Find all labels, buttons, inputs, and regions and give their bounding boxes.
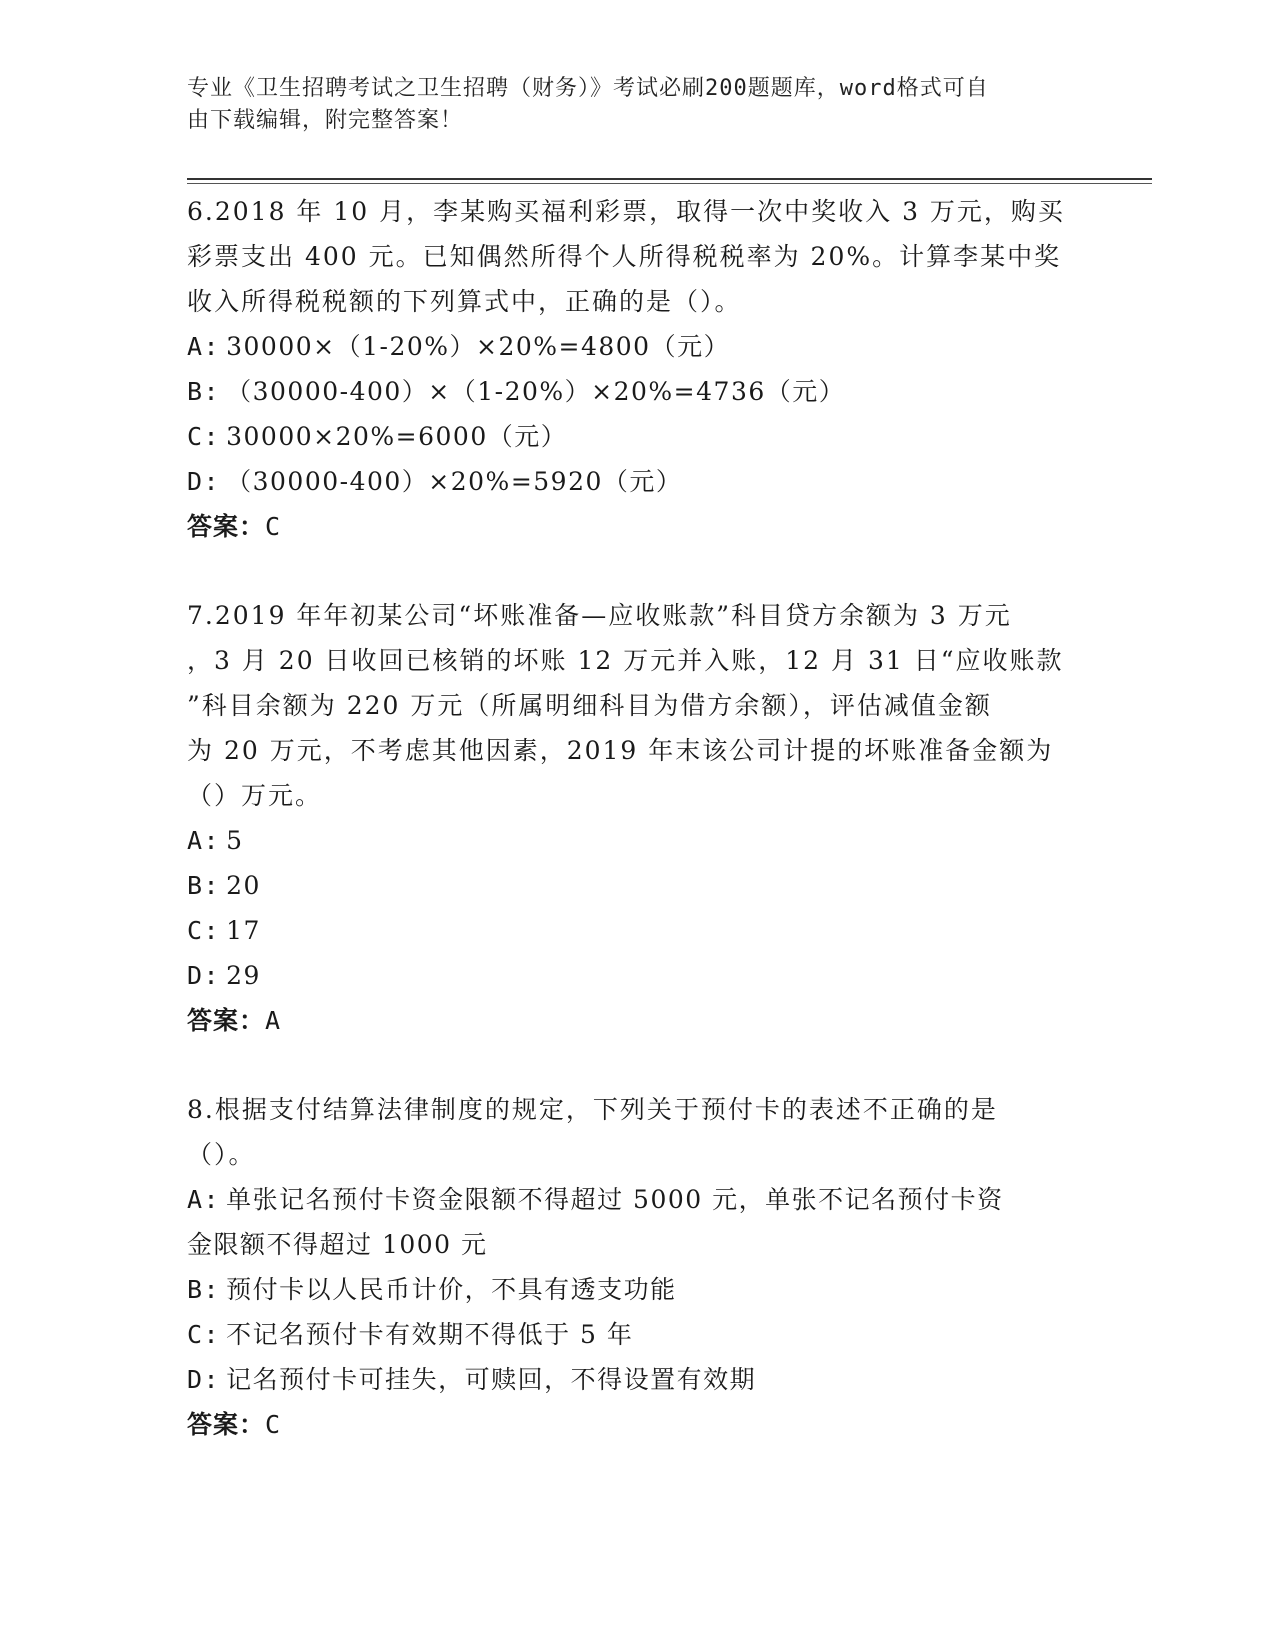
question-6-option-a: [187, 324, 1087, 369]
option-letter: A:: [187, 826, 221, 855]
question-7-option-d: [187, 953, 1087, 998]
option-text: （30000-400）×20%=5920（元）: [226, 467, 683, 496]
question-8-option-b: [187, 1267, 1087, 1312]
question-7-option-a: [187, 818, 1087, 863]
spacer: [187, 1043, 1087, 1087]
option-text: 5: [226, 826, 244, 855]
answer-value: C: [265, 1410, 282, 1439]
option-text: 20: [226, 871, 261, 900]
option-letter: C:: [187, 422, 221, 451]
question-8-option-c: [187, 1312, 1087, 1357]
question-6-option-d: [187, 459, 1087, 504]
header-divider-thick: [187, 178, 1152, 180]
option-letter: D:: [187, 961, 221, 990]
answer-label: 答案：: [187, 1410, 266, 1439]
spacer: [187, 549, 1087, 593]
option-letter: A:: [187, 1185, 221, 1214]
question-8-option-a: [187, 1177, 1087, 1222]
question-8-option-d: [187, 1357, 1087, 1402]
option-text: （30000-400）×（1-20%）×20%=4736（元）: [226, 377, 846, 406]
header-line-1: 专业《卫生招聘考试之卫生招聘（财务）》考试必刷200题题库，word格式可自: [187, 76, 989, 101]
option-letter: C:: [187, 916, 221, 945]
question-7-line-2: ，3 月 20 日收回已核销的坏账 12 万元并入账，12 月 31 日“应收账款: [187, 646, 1064, 675]
question-7-line-1: 7.2019 年年初某公司“坏账准备—应收账款”科目贷方余额为 3 万元: [187, 601, 1012, 630]
question-7-line-3: ”科目余额为 220 万元（所属明细科目为借方余额），评估减值金额: [187, 691, 992, 720]
question-6-option-b: [187, 369, 1087, 414]
question-7: [187, 593, 1087, 1043]
question-6-line-2: 彩票支出 400 元。已知偶然所得个人所得税税率为 20%。计算李某中奖: [187, 242, 1062, 271]
question-7-option-c: [187, 908, 1087, 953]
answer-value: C: [265, 512, 282, 541]
question-6-option-c: [187, 414, 1087, 459]
option-text: 记名预付卡可挂失，可赎回，不得设置有效期: [226, 1365, 757, 1394]
option-text: 30000×（1-20%）×20%=4800（元）: [226, 332, 731, 361]
question-8-line-1: 8.根据支付结算法律制度的规定，下列关于预付卡的表述不正确的是: [187, 1095, 998, 1124]
option-text: 预付卡以人民币计价，不具有透支功能: [226, 1275, 677, 1304]
question-8-option-a-continued: [187, 1222, 1087, 1267]
question-8-answer: [187, 1402, 1087, 1447]
question-8-line-2: （）。: [187, 1140, 256, 1169]
question-7-line-5: （）万元。: [187, 781, 323, 810]
question-7-answer: [187, 998, 1087, 1043]
option-letter: D:: [187, 467, 221, 496]
option-letter: B:: [187, 377, 221, 406]
question-7-line-4: 为 20 万元，不考虑其他因素，2019 年末该公司计提的坏账准备金额为: [187, 736, 1054, 765]
option-letter: B:: [187, 871, 221, 900]
option-letter: A:: [187, 332, 221, 361]
answer-label: 答案：: [187, 512, 266, 541]
option-text: 29: [226, 961, 261, 990]
header-divider-thin: [187, 183, 1152, 184]
option-text: 17: [226, 916, 261, 945]
header-line-2: 由下载编辑，附完整答案！: [187, 108, 464, 133]
option-letter: B:: [187, 1275, 221, 1304]
question-7-option-b: [187, 863, 1087, 908]
option-text: 单张记名预付卡资金限额不得超过 5000 元，单张不记名预付卡资: [226, 1185, 1004, 1214]
question-6: [187, 189, 1087, 549]
question-list: [187, 189, 1087, 1447]
option-text: 30000×20%=6000（元）: [226, 422, 568, 451]
answer-value: A: [265, 1006, 282, 1035]
option-text: 金限额不得超过 1000 元: [187, 1230, 488, 1259]
option-letter: D:: [187, 1365, 221, 1394]
answer-label: 答案：: [187, 1006, 266, 1035]
question-6-line-3: 收入所得税税额的下列算式中，正确的是（）。: [187, 287, 742, 316]
question-8: [187, 1087, 1087, 1447]
option-letter: C:: [187, 1320, 221, 1349]
question-6-answer: [187, 504, 1087, 549]
document-header: [187, 73, 1087, 137]
option-text: 不记名预付卡有效期不得低于 5 年: [226, 1320, 634, 1349]
question-6-line-1: 6.2018 年 10 月，李某购买福利彩票，取得一次中奖收入 3 万元，购买: [187, 197, 1065, 226]
